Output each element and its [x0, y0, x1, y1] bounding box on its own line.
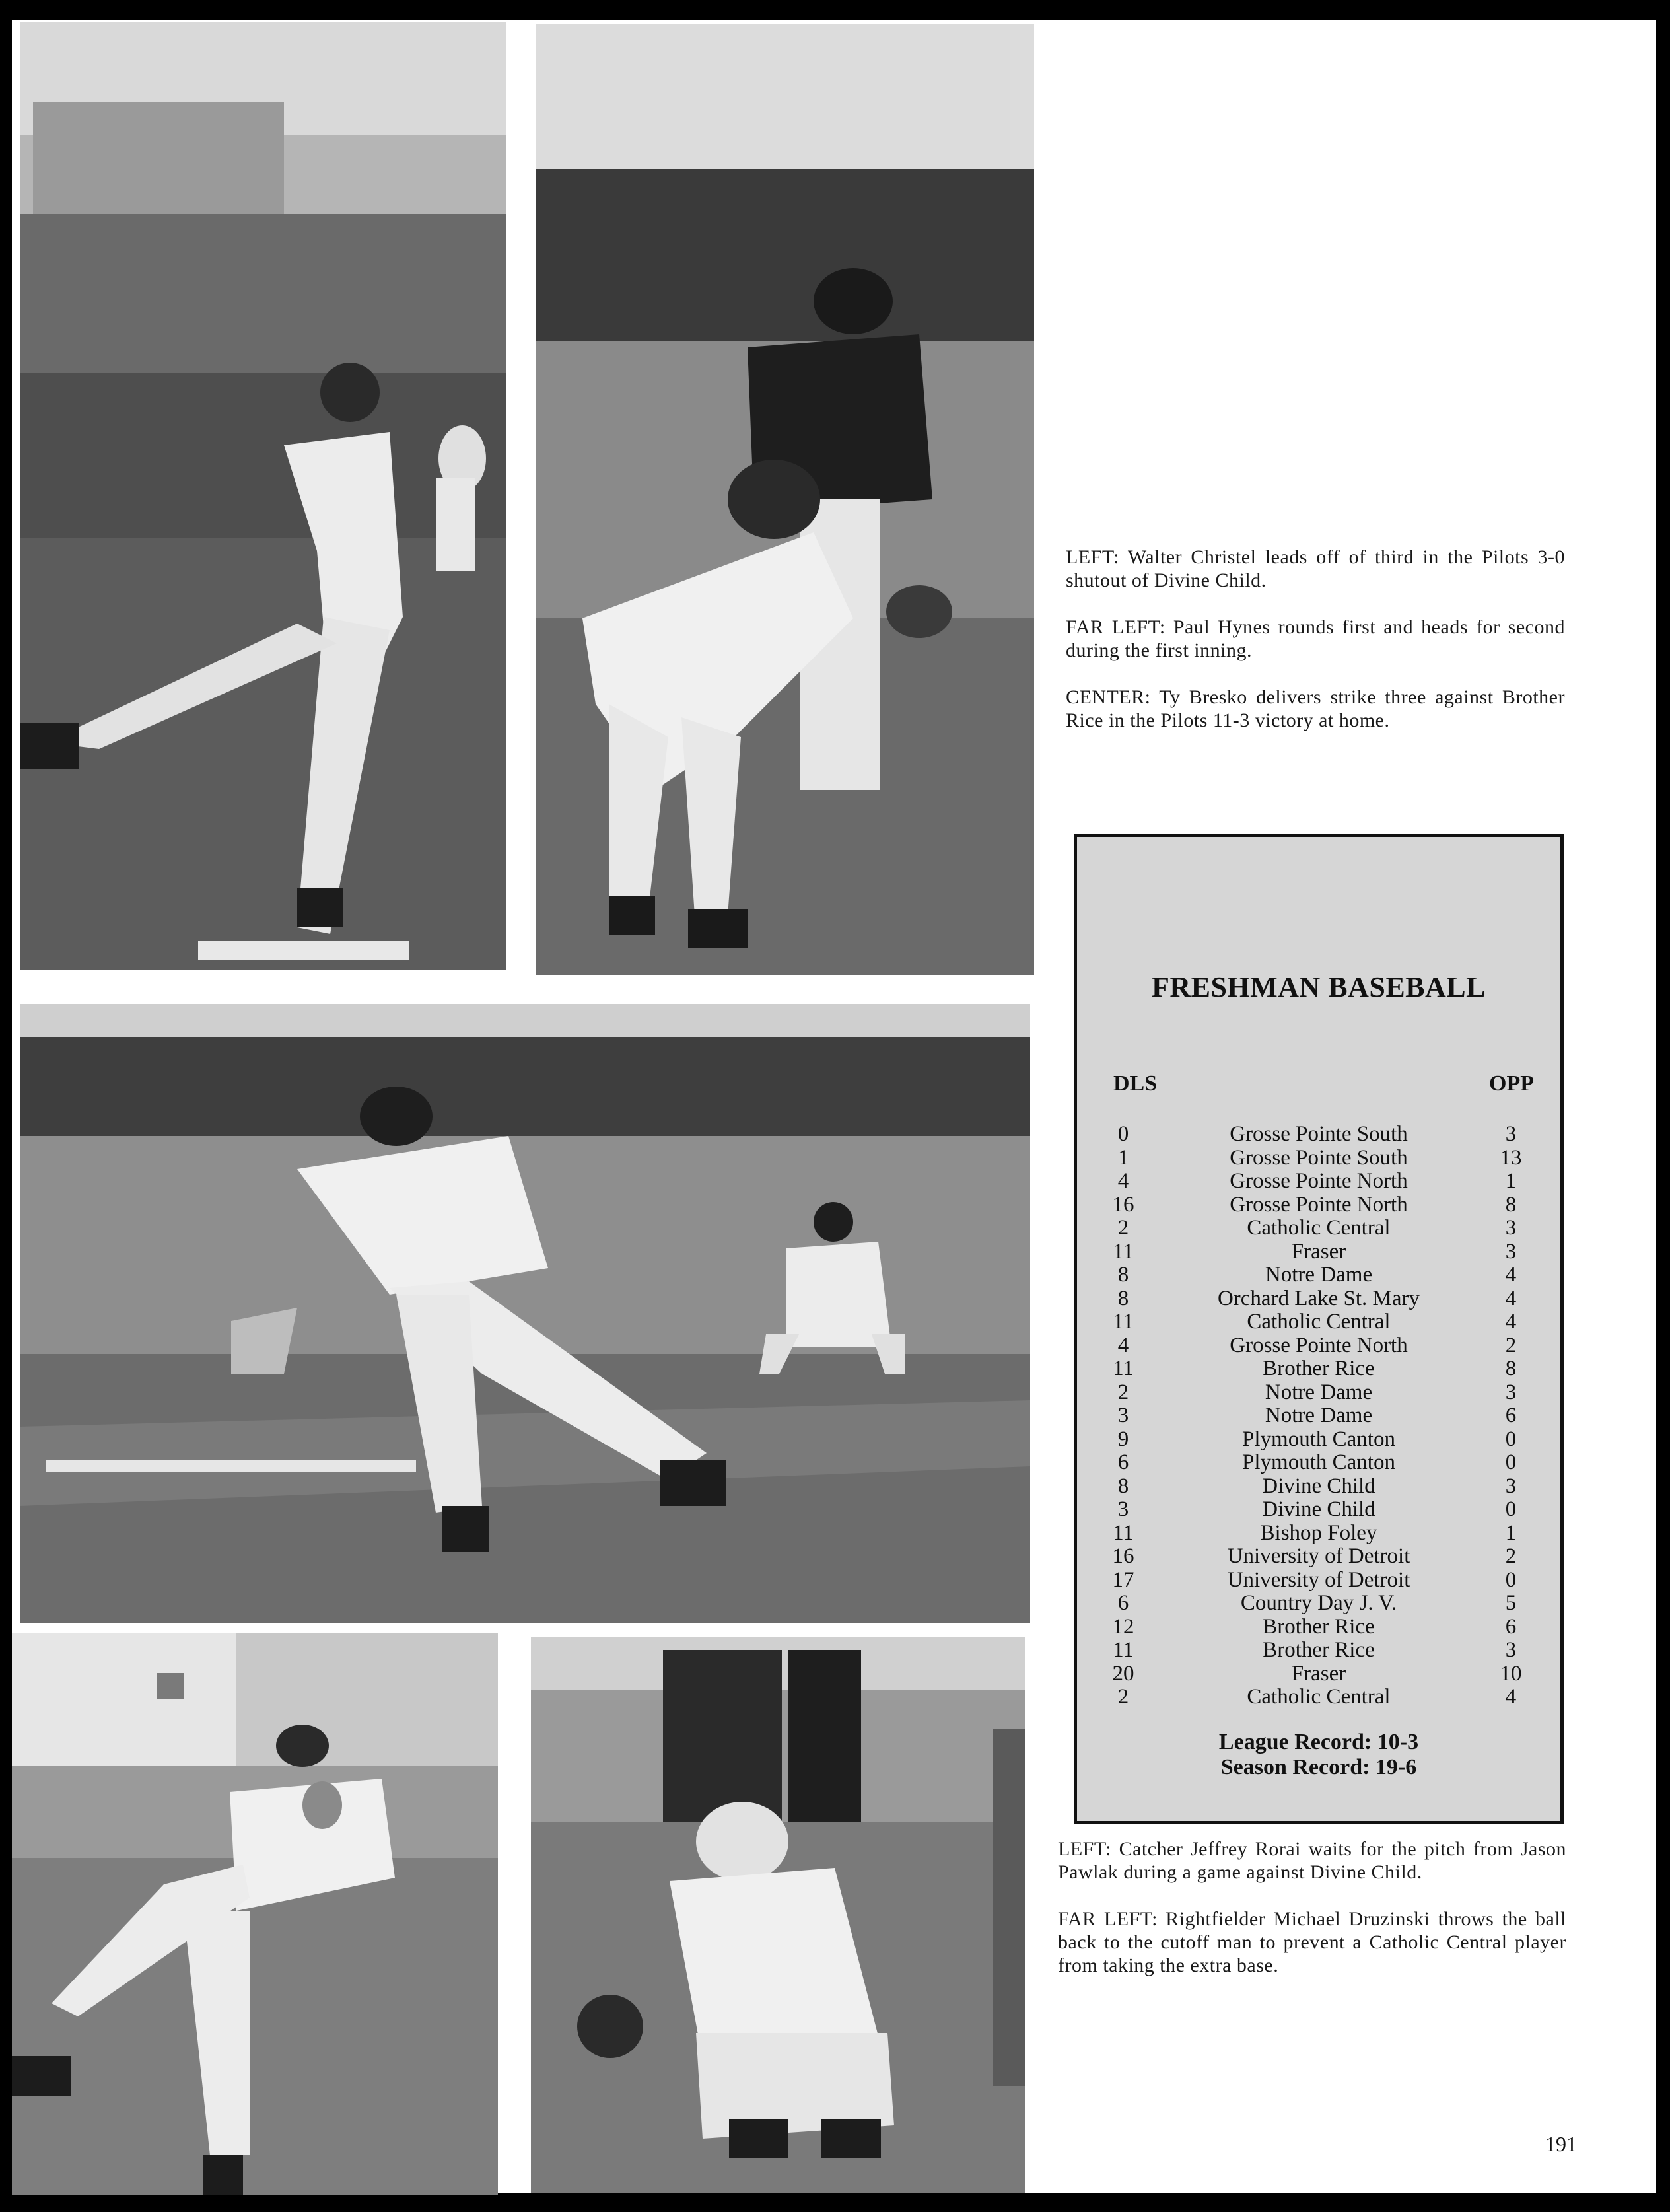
opponent-name: Notre Dame [1265, 1263, 1373, 1287]
game-row [1077, 1240, 1560, 1264]
game-row [1077, 1381, 1560, 1405]
opponent-name: Grosse Pointe South [1230, 1145, 1408, 1170]
game-row [1077, 1428, 1560, 1452]
opponent-name: Divine Child [1262, 1474, 1375, 1498]
game-row [1077, 1357, 1560, 1381]
opp-score: 0 [1505, 1567, 1517, 1592]
photo-catcher-waiting [531, 1637, 1025, 2193]
game-row [1077, 1147, 1560, 1170]
dls-score: 11 [1113, 1520, 1134, 1545]
yearbook-page [12, 20, 1656, 2193]
game-row [1077, 1287, 1560, 1311]
opponent-name: Divine Child [1262, 1497, 1375, 1521]
dls-score: 0 [1117, 1122, 1129, 1146]
dls-score: 12 [1112, 1614, 1134, 1639]
opp-score: 0 [1505, 1450, 1517, 1474]
caption-paul-hynes: FAR LEFT: Paul Hynes rounds first and heads for second during the first inning. [1066, 616, 1565, 661]
dls-score: 16 [1112, 1192, 1134, 1217]
opponent-name: Grosse Pointe North [1230, 1333, 1408, 1357]
game-row [1077, 1404, 1560, 1428]
opp-score: 8 [1505, 1192, 1517, 1217]
photo-rightfielder-throw [12, 1633, 498, 2195]
dls-score: 9 [1117, 1427, 1129, 1451]
opp-score: 2 [1505, 1333, 1517, 1357]
dls-score: 8 [1117, 1474, 1129, 1498]
game-row [1077, 1545, 1560, 1569]
game-row [1077, 1498, 1560, 1522]
opp-score: 0 [1505, 1427, 1517, 1451]
dls-score: 11 [1113, 1357, 1134, 1380]
opp-score: 4 [1505, 1310, 1517, 1334]
game-row [1077, 1310, 1560, 1334]
opp-score: 3 [1505, 1239, 1517, 1264]
opponent-name: Grosse Pointe North [1230, 1169, 1408, 1193]
photo-first-base-runner [536, 24, 1034, 975]
opp-score: 1 [1505, 1169, 1517, 1193]
photo-pitcher-delivery [20, 1004, 1030, 1623]
game-row [1077, 1451, 1560, 1475]
game-row [1077, 1522, 1560, 1546]
dls-score: 11 [1113, 1310, 1134, 1334]
captions-bottom [1058, 1837, 1566, 2001]
game-row [1077, 1616, 1560, 1639]
opp-score: 6 [1505, 1614, 1517, 1639]
opp-score: 8 [1505, 1357, 1517, 1380]
caption-walter-christel: LEFT: Walter Christel leads off of third in the Pilots 3-0 shutout of Divine Child. [1066, 546, 1565, 591]
league-record: League Record: 10-3 [1218, 1730, 1419, 1754]
freshman-baseball-scoreboard [1074, 834, 1564, 1824]
opp-score: 3 [1505, 1474, 1517, 1498]
dls-score: 6 [1117, 1450, 1129, 1474]
opp-score: 2 [1505, 1544, 1517, 1568]
opp-score: 3 [1505, 1122, 1517, 1146]
dls-score: 20 [1112, 1661, 1134, 1686]
opponent-name: Catholic Central [1247, 1685, 1391, 1709]
season-record: Season Record: 19-6 [1220, 1755, 1417, 1779]
opponent-name: Bishop Foley [1260, 1520, 1377, 1545]
opp-score: 4 [1505, 1263, 1517, 1287]
game-row [1077, 1217, 1560, 1240]
dls-score: 2 [1117, 1216, 1129, 1240]
opp-score: 13 [1500, 1145, 1522, 1170]
page-number: 191 [1545, 2132, 1577, 2156]
game-row [1077, 1686, 1560, 1709]
game-row [1077, 1592, 1560, 1616]
game-row [1077, 1194, 1560, 1217]
dls-score: 1 [1117, 1145, 1129, 1170]
game-row [1077, 1475, 1560, 1499]
caption-ty-bresko: CENTER: Ty Bresko delivers strike three against Brother Rice in the Pilots 11-3 victory at home. [1066, 686, 1565, 731]
dls-score: 4 [1117, 1333, 1129, 1357]
opponent-name: University of Detroit [1227, 1567, 1410, 1592]
dls-score: 6 [1117, 1591, 1129, 1615]
opp-score: 3 [1505, 1216, 1517, 1240]
opp-score: 0 [1505, 1497, 1517, 1521]
dls-score: 17 [1112, 1567, 1134, 1592]
opponent-name: Grosse Pointe South [1230, 1122, 1408, 1146]
opp-score: 3 [1505, 1638, 1517, 1662]
game-results-list [1077, 1123, 1560, 1709]
game-row [1077, 1334, 1560, 1358]
opponent-name: Brother Rice [1263, 1614, 1375, 1639]
dls-score: 8 [1117, 1286, 1129, 1310]
opponent-name: Fraser [1291, 1239, 1346, 1264]
dls-score: 16 [1112, 1544, 1134, 1568]
game-row [1077, 1123, 1560, 1147]
captions-top [1066, 546, 1565, 756]
opp-score: 3 [1505, 1380, 1517, 1404]
column-header-dls: DLS [1113, 1071, 1158, 1096]
opponent-name: University of Detroit [1227, 1544, 1410, 1568]
opponent-name: Catholic Central [1247, 1216, 1391, 1240]
caption-michael-druzinski: FAR LEFT: Rightfielder Michael Druzinski throws the ball back to the cutoff man to prevent a Catholic Central player from taking the extra base. [1058, 1908, 1566, 1976]
dls-score: 2 [1117, 1685, 1129, 1709]
caption-jeffrey-rorai: LEFT: Catcher Jeffrey Rorai waits for the pitch from Jason Pawlak during a game against Divine Child. [1058, 1838, 1566, 1883]
game-row [1077, 1662, 1560, 1686]
photo-third-base-runner [20, 22, 506, 970]
opponent-name: Notre Dame [1265, 1404, 1373, 1427]
opp-score: 5 [1505, 1591, 1517, 1615]
game-row [1077, 1569, 1560, 1592]
opponent-name: Catholic Central [1247, 1310, 1391, 1334]
opp-score: 10 [1500, 1661, 1522, 1686]
game-row [1077, 1170, 1560, 1194]
opponent-name: Fraser [1291, 1661, 1346, 1686]
opp-score: 1 [1505, 1520, 1517, 1545]
opponent-name: Grosse Pointe North [1230, 1192, 1408, 1217]
opponent-name: Notre Dame [1265, 1380, 1373, 1404]
dls-score: 11 [1113, 1239, 1134, 1264]
game-row [1077, 1639, 1560, 1662]
dls-score: 3 [1117, 1404, 1129, 1427]
opp-score: 4 [1505, 1685, 1517, 1709]
opponent-name: Country Day J. V. [1240, 1591, 1397, 1615]
dls-score: 4 [1117, 1169, 1129, 1193]
column-header-opp: OPP [1489, 1071, 1534, 1096]
opp-score: 4 [1505, 1286, 1517, 1310]
dls-score: 2 [1117, 1380, 1129, 1404]
opponent-name: Brother Rice [1263, 1357, 1375, 1380]
dls-score: 11 [1113, 1638, 1134, 1662]
opponent-name: Brother Rice [1263, 1638, 1375, 1662]
opponent-name: Plymouth Canton [1242, 1450, 1395, 1474]
opp-score: 6 [1505, 1404, 1517, 1427]
opponent-name: Plymouth Canton [1242, 1427, 1395, 1451]
scoreboard-title: FRESHMAN BASEBALL [1151, 971, 1486, 1003]
opponent-name: Orchard Lake St. Mary [1217, 1286, 1420, 1310]
game-row [1077, 1264, 1560, 1287]
dls-score: 8 [1117, 1263, 1129, 1287]
dls-score: 3 [1117, 1497, 1129, 1521]
